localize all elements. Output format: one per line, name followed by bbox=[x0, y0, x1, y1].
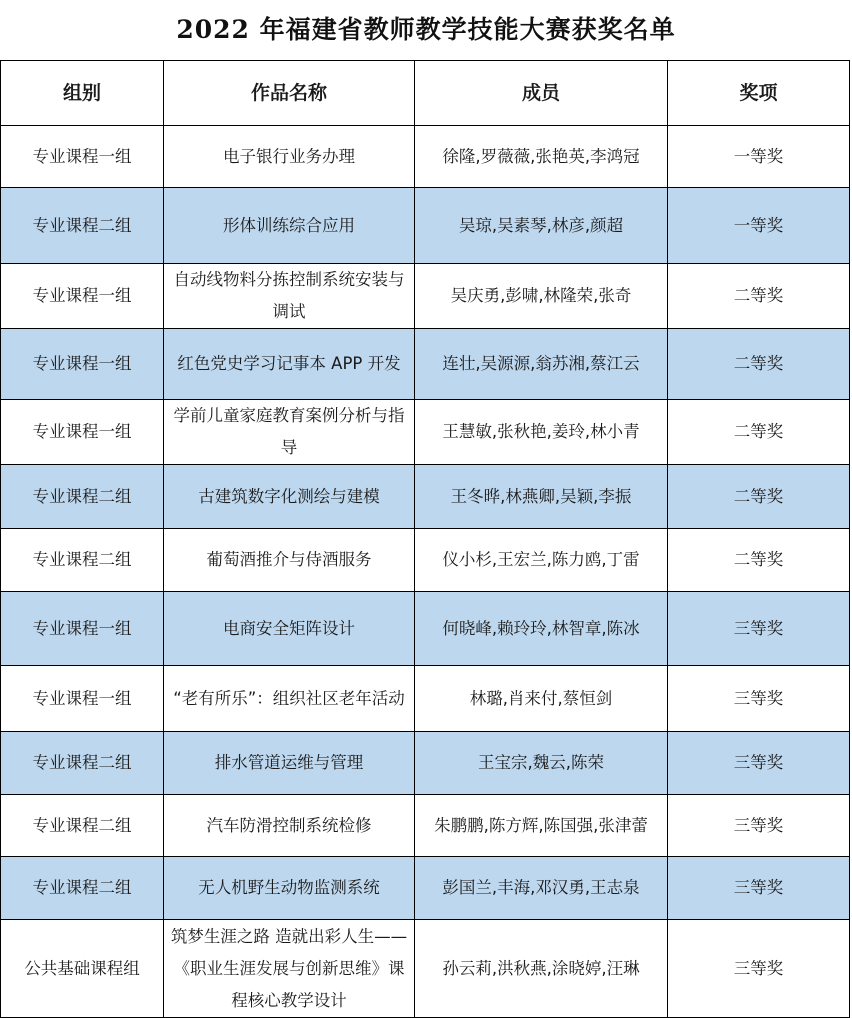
cell-work: “老有所乐”：组织社区老年活动 bbox=[164, 666, 415, 732]
header-group: 组别 bbox=[1, 61, 164, 126]
cell-group: 专业课程一组 bbox=[1, 126, 164, 188]
cell-work: 电商安全矩阵设计 bbox=[164, 592, 415, 666]
cell-work: 汽车防滑控制系统检修 bbox=[164, 795, 415, 857]
page-title: 2022 年福建省教师教学技能大赛获奖名单 bbox=[176, 15, 676, 44]
cell-award: 二等奖 bbox=[668, 529, 850, 592]
cell-work: 电子银行业务办理 bbox=[164, 126, 415, 188]
cell-members: 何晓峰,赖玲玲,林智章,陈冰 bbox=[415, 592, 668, 666]
table-row bbox=[1, 400, 850, 465]
table-row bbox=[1, 188, 850, 264]
cell-group: 专业课程二组 bbox=[1, 188, 164, 264]
table-row bbox=[1, 529, 850, 592]
cell-group: 专业课程二组 bbox=[1, 857, 164, 920]
cell-work: 红色党史学习记事本 APP 开发 bbox=[164, 329, 415, 400]
cell-group: 专业课程二组 bbox=[1, 732, 164, 795]
table-row bbox=[1, 920, 850, 1018]
cell-award: 二等奖 bbox=[668, 465, 850, 529]
cell-award: 三等奖 bbox=[668, 732, 850, 795]
header-award: 奖项 bbox=[668, 61, 850, 126]
table-row bbox=[1, 264, 850, 329]
table-row bbox=[1, 465, 850, 529]
cell-award: 三等奖 bbox=[668, 857, 850, 920]
table-row bbox=[1, 126, 850, 188]
table-row bbox=[1, 592, 850, 666]
cell-members: 王冬晔,林燕卿,吴颖,李振 bbox=[415, 465, 668, 529]
cell-award: 二等奖 bbox=[668, 264, 850, 329]
cell-members: 孙云莉,洪秋燕,涂晓婷,汪琳 bbox=[415, 920, 668, 1018]
table-row bbox=[1, 329, 850, 400]
cell-work: 无人机野生动物监测系统 bbox=[164, 857, 415, 920]
cell-members: 徐隆,罗薇薇,张艳英,李鸿冠 bbox=[415, 126, 668, 188]
header-row bbox=[1, 61, 850, 126]
cell-members: 彭国兰,丰海,邓汉勇,王志泉 bbox=[415, 857, 668, 920]
cell-work: 葡萄酒推介与侍酒服务 bbox=[164, 529, 415, 592]
table-row bbox=[1, 666, 850, 732]
cell-work: 学前儿童家庭教育案例分析与指导 bbox=[164, 400, 415, 465]
cell-group: 专业课程二组 bbox=[1, 795, 164, 857]
cell-group: 专业课程一组 bbox=[1, 329, 164, 400]
cell-members: 吴庆勇,彭啸,林隆荣,张奇 bbox=[415, 264, 668, 329]
cell-group: 专业课程一组 bbox=[1, 666, 164, 732]
cell-award: 二等奖 bbox=[668, 400, 850, 465]
header-work: 作品名称 bbox=[164, 61, 415, 126]
cell-work: 形体训练综合应用 bbox=[164, 188, 415, 264]
cell-group: 专业课程一组 bbox=[1, 592, 164, 666]
cell-group: 专业课程一组 bbox=[1, 264, 164, 329]
cell-members: 朱鹏鹏,陈方辉,陈国强,张津蕾 bbox=[415, 795, 668, 857]
cell-award: 一等奖 bbox=[668, 126, 850, 188]
cell-award: 三等奖 bbox=[668, 666, 850, 732]
cell-members: 王宝宗,魏云,陈荣 bbox=[415, 732, 668, 795]
cell-members: 连壮,吴源源,翁苏湘,蔡江云 bbox=[415, 329, 668, 400]
cell-members: 林璐,肖来付,蔡恒剑 bbox=[415, 666, 668, 732]
awards-table bbox=[0, 60, 850, 1018]
table-row bbox=[1, 857, 850, 920]
cell-award: 二等奖 bbox=[668, 329, 850, 400]
cell-group: 公共基础课程组 bbox=[1, 920, 164, 1018]
cell-work: 排水管道运维与管理 bbox=[164, 732, 415, 795]
header-members: 成员 bbox=[415, 61, 668, 126]
cell-work: 古建筑数字化测绘与建模 bbox=[164, 465, 415, 529]
cell-work: 筑梦生涯之路 造就出彩人生——《职业生涯发展与创新思维》课程核心教学设计 bbox=[164, 920, 415, 1018]
table-row bbox=[1, 795, 850, 857]
cell-group: 专业课程二组 bbox=[1, 465, 164, 529]
cell-award: 三等奖 bbox=[668, 920, 850, 1018]
table-row bbox=[1, 732, 850, 795]
cell-group: 专业课程一组 bbox=[1, 400, 164, 465]
cell-award: 三等奖 bbox=[668, 592, 850, 666]
cell-members: 王慧敏,张秋艳,姜玲,林小青 bbox=[415, 400, 668, 465]
cell-award: 三等奖 bbox=[668, 795, 850, 857]
cell-group: 专业课程二组 bbox=[1, 529, 164, 592]
cell-members: 吴琼,吴素琴,林彦,颜超 bbox=[415, 188, 668, 264]
cell-members: 仪小杉,王宏兰,陈力鸥,丁雷 bbox=[415, 529, 668, 592]
cell-award: 一等奖 bbox=[668, 188, 850, 264]
cell-work: 自动线物料分拣控制系统安装与调试 bbox=[164, 264, 415, 329]
